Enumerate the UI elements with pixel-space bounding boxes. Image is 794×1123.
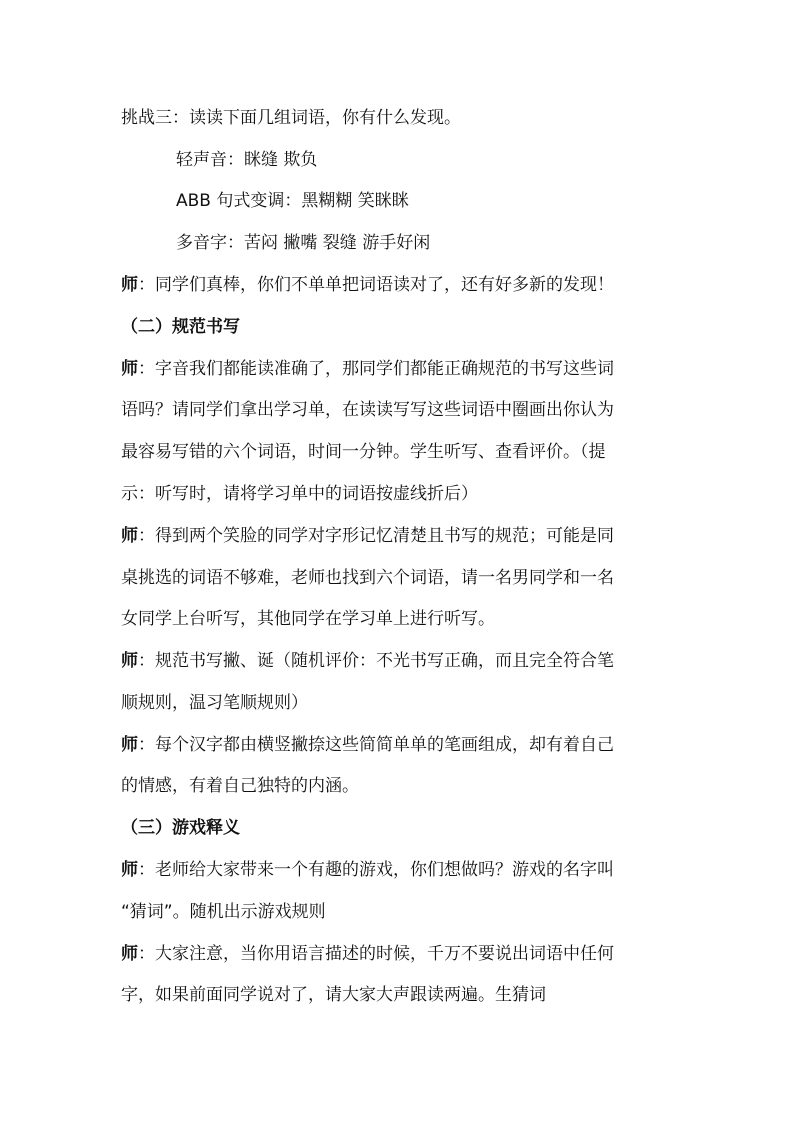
line-text: 最容易写错的六个词语，时间一分钟。学生听写、查看评价。（提 — [121, 442, 606, 462]
paragraph-line — [121, 524, 614, 548]
line-text: ：老师给大家带来一个有趣的游戏，你们想做吗？游戏的名字叫 — [138, 860, 614, 880]
line-text: 语吗？请同学们拿出学习单，在读读写写这些词语中圈画出你认为 — [121, 400, 614, 420]
line-text: 多音字：苦闷 撇嘴 裂缝 游手好闲 — [176, 233, 431, 253]
speaker-label: 师 — [121, 359, 138, 379]
section-heading — [121, 315, 240, 339]
line-text: ：大家注意，当你用语言描述的时候，千万不要说出词语中任何 — [138, 944, 614, 964]
line-text: “猜词”。随机出示游戏规则 — [121, 902, 326, 922]
paragraph-line — [121, 733, 614, 757]
paragraph-line — [121, 858, 614, 882]
line-text: ABB 句式变调：黑糊糊 笑眯眯 — [176, 191, 409, 211]
speaker-label: 师 — [121, 944, 138, 964]
line-text: ：同学们真棒，你们不单单把词语读对了，还有好多新的发现！ — [138, 275, 614, 295]
line-text: 字，如果前面同学说对了，请大家大声跟读两遍。生猜词 — [121, 985, 546, 1005]
paragraph-line — [121, 482, 478, 506]
line-text: 示：听写时，请将学习单中的词语按虚线折后） — [121, 484, 478, 504]
paragraph-line — [121, 398, 614, 422]
paragraph-line — [121, 273, 614, 297]
speaker-label: 师 — [121, 275, 138, 295]
speaker-label: 师 — [121, 860, 138, 880]
paragraph-line — [121, 691, 308, 715]
speaker-label: 师 — [121, 651, 138, 671]
paragraph-line — [121, 649, 614, 673]
speaker-label: 师 — [121, 526, 138, 546]
paragraph-line — [121, 942, 614, 966]
line-text: 的情感，有着自己独特的内涵。 — [121, 776, 359, 796]
line-text: 顺规则，温习笔顺规则） — [121, 693, 308, 713]
line-text: ：每个汉字都由横竖撇捺这些简简单单的笔画组成，却有着自己 — [138, 735, 614, 755]
paragraph-line — [176, 231, 430, 255]
paragraph-line — [121, 900, 326, 924]
speaker-label: 师 — [121, 735, 138, 755]
line-text: 桌挑选的词语不够难，老师也找到六个词语，请一名男同学和一名 — [121, 568, 614, 588]
line-text: （三）游戏释义 — [121, 818, 240, 838]
section-heading — [121, 816, 240, 840]
line-text: ：字音我们都能读准确了，那同学们都能正确规范的书写这些词 — [138, 359, 614, 379]
paragraph-line — [121, 607, 495, 631]
paragraph-line — [121, 106, 461, 130]
line-text: ：得到两个笑脸的同学对字形记忆清楚且书写的规范；可能是同 — [138, 526, 614, 546]
paragraph-line — [121, 774, 359, 798]
paragraph-line — [121, 566, 614, 590]
paragraph-line — [176, 189, 409, 213]
paragraph-line — [121, 983, 546, 1007]
line-text: （二）规范书写 — [121, 317, 240, 337]
line-text: 女同学上台听写，其他同学在学习单上进行听写。 — [121, 609, 495, 629]
line-text: 挑战三：读读下面几组词语，你有什么发现。 — [121, 108, 461, 128]
line-text: 轻声音：眯缝 欺负 — [176, 150, 318, 170]
paragraph-line — [176, 148, 317, 172]
paragraph-line — [121, 357, 614, 381]
paragraph-line — [121, 440, 606, 464]
line-text: ：规范书写撇、诞（随机评价：不光书写正确，而且完全符合笔 — [138, 651, 614, 671]
